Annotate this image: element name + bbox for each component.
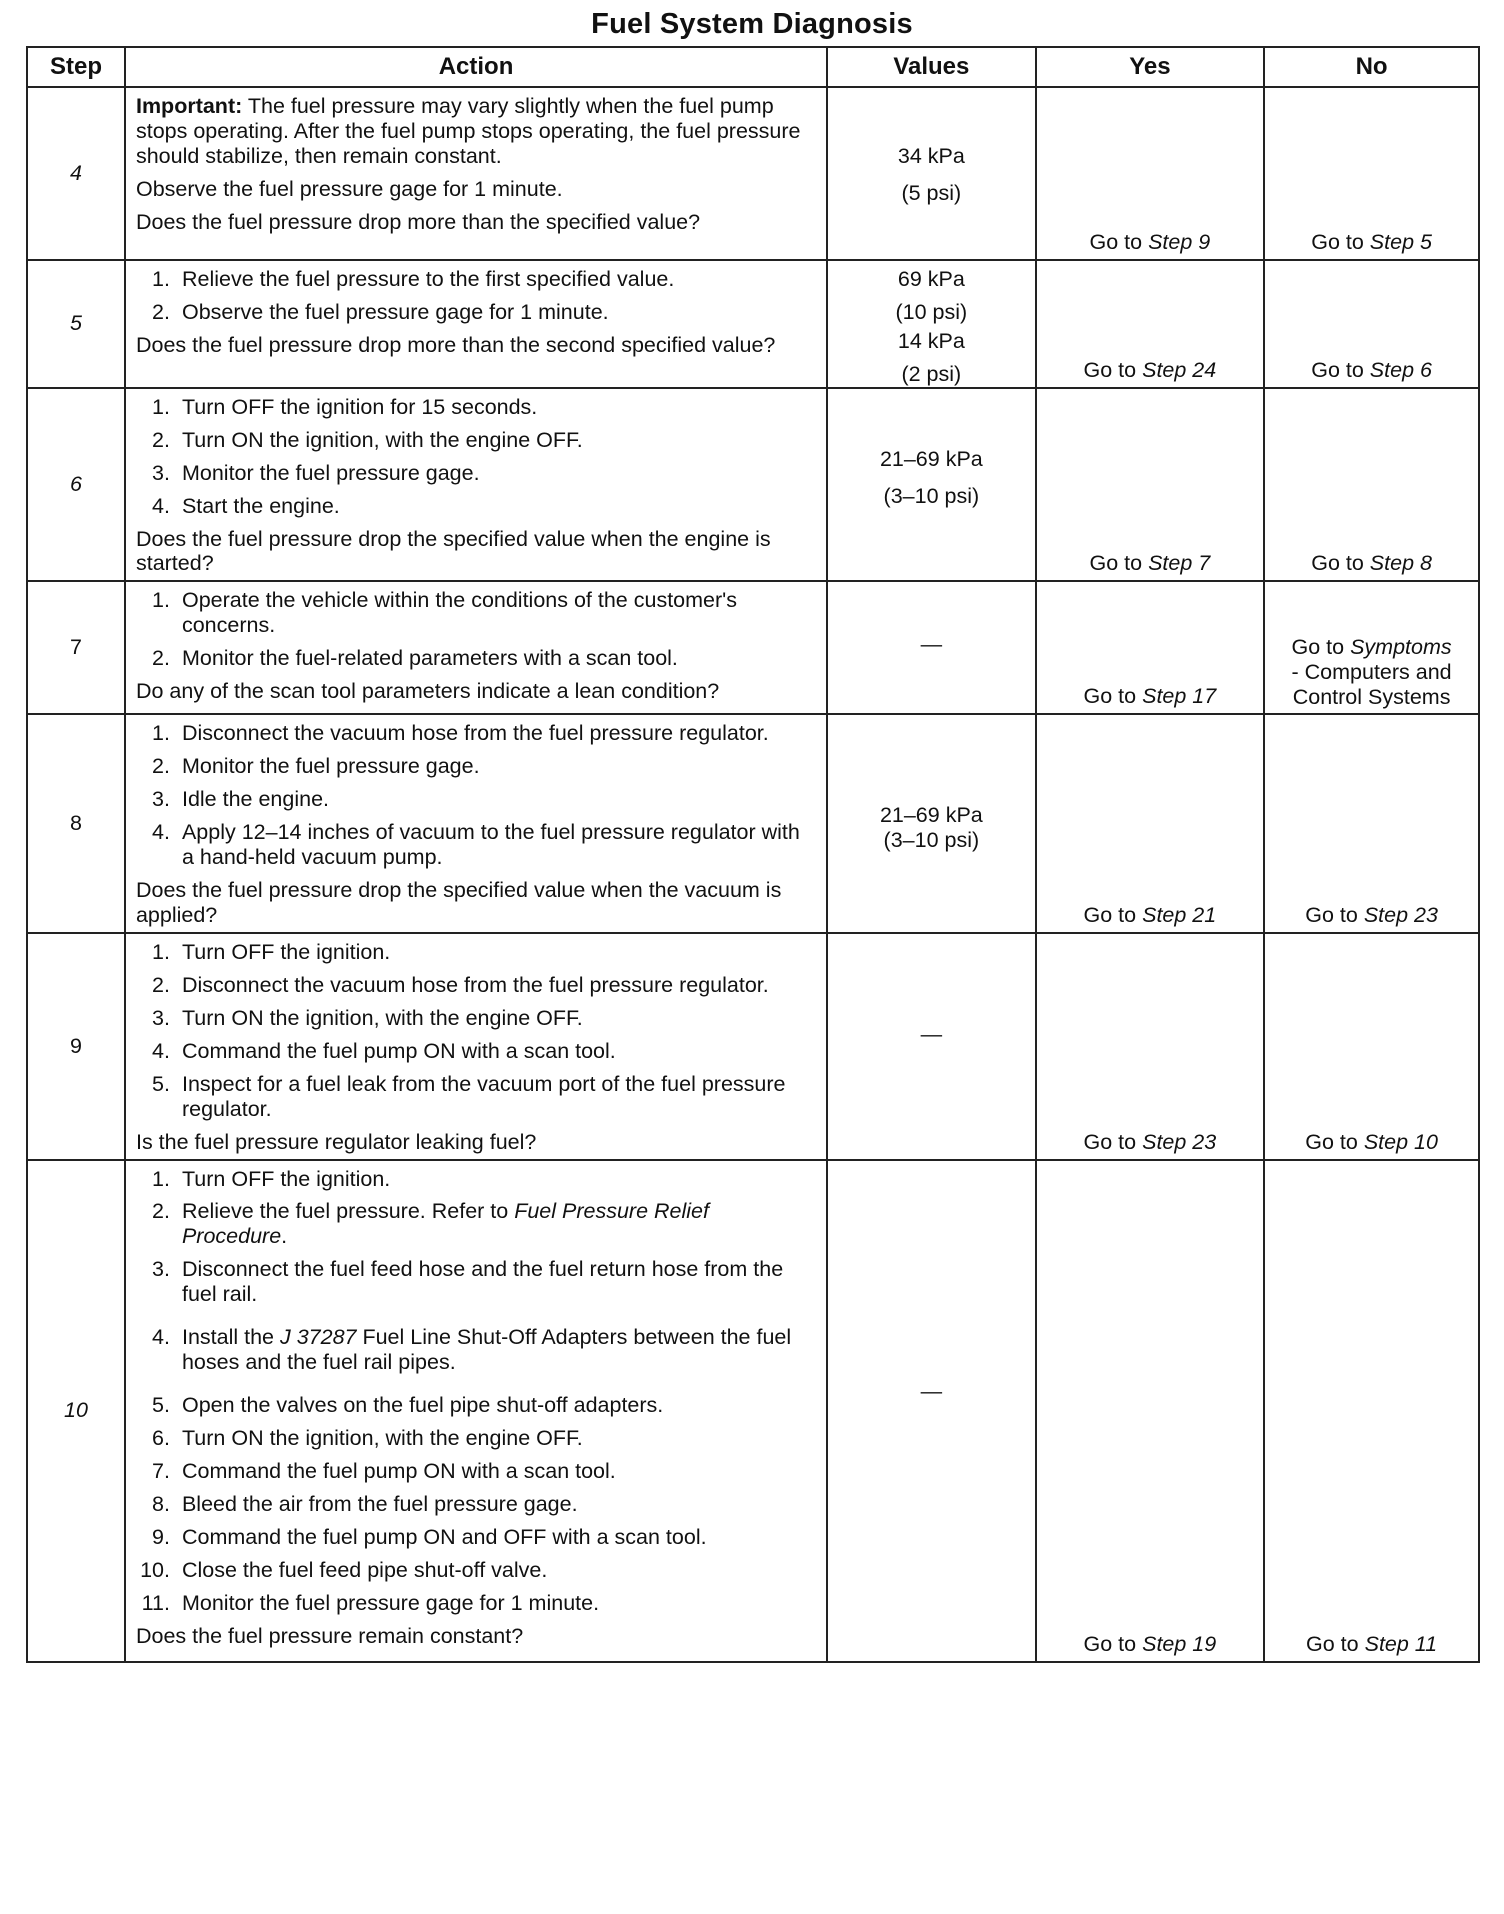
step-number: 10 (27, 1160, 125, 1662)
no-symptoms-link[interactable]: Symptoms (1350, 635, 1452, 660)
values-cell (827, 714, 1036, 933)
step-number: 9 (27, 933, 125, 1160)
header-step: Step (27, 47, 125, 87)
values-cell (827, 388, 1036, 582)
table-row (27, 581, 1479, 714)
list-item: 4. Install the J 37287 Fuel Line Shut-Off Adapters between the fuel hoses and the fuel rail pipes. (152, 1325, 792, 1375)
action-cell (125, 581, 827, 714)
action-cell (125, 933, 827, 1160)
list-item: 1. Operate the vehicle within the conditions of the customer's concerns. (152, 588, 738, 638)
list-item: 5. Inspect for a fuel leak from the vacuum port of the fuel pressure regulator. (152, 1071, 786, 1121)
tool-reference: J 37287 (279, 1325, 357, 1350)
list-item: 4. Apply 12–14 inches of vacuum to the fuel pressure regulator with a hand-held vacuum pump. (152, 820, 800, 870)
no-cell: Go to Step 8 (1264, 388, 1479, 582)
list-item: 1. Turn OFF the ignition. (152, 1166, 391, 1191)
value-text: (3–10 psi) (883, 828, 980, 853)
table-row (27, 1160, 1479, 1662)
list-item: 8. Bleed the air from the fuel pressure gage. (152, 1491, 578, 1516)
table-row (27, 87, 1479, 260)
header-values: Values (827, 47, 1036, 87)
value-text: — (920, 632, 943, 657)
value-text: — (920, 1378, 943, 1403)
step-number: 8 (27, 714, 125, 933)
yes-step-link[interactable]: Step 7 (1148, 551, 1211, 576)
list-item: 6. Turn ON the ignition, with the engine OFF. (152, 1426, 583, 1450)
important-text: The fuel pressure may vary slightly when the fuel pump stops operating. After the fuel pump stops operating, the fuel pressure should stabilize, then remain constant. (135, 94, 801, 168)
value-text: (5 psi) (901, 180, 962, 205)
yes-cell: Go to Step 17 (1036, 581, 1265, 714)
values-cell (827, 933, 1036, 1160)
no-sub-line: Control Systems (1292, 684, 1451, 709)
no-cell: Go to Step 10 (1264, 933, 1479, 1160)
value-text: (10 psi) (895, 299, 968, 324)
important-label: Important: (135, 94, 243, 118)
question-text: Does the fuel pressure remain constant? (135, 1623, 524, 1648)
list-item: 1. Turn OFF the ignition for 15 seconds. (152, 394, 538, 419)
no-step-link[interactable]: Step 5 (1369, 230, 1432, 255)
yes-cell: Go to Step 19 (1036, 1160, 1265, 1662)
header-yes: Yes (1036, 47, 1265, 87)
value-text: 21–69 kPa (879, 803, 983, 828)
yes-step-link[interactable]: Step 23 (1142, 1129, 1217, 1154)
no-cell: Go to Step 11 (1264, 1160, 1479, 1662)
list-item: 3. Monitor the fuel pressure gage. (152, 460, 480, 485)
yes-step-link[interactable]: Step 24 (1142, 357, 1217, 382)
list-item: 4. Start the engine. (152, 493, 340, 518)
yes-cell: Go to Step 21 (1036, 714, 1265, 933)
list-item: 1. Relieve the fuel pressure to the first specified value. (152, 267, 675, 291)
value-text: (2 psi) (901, 361, 962, 386)
list-item: 2. Monitor the fuel pressure gage. (152, 754, 480, 779)
question-text: Does the fuel pressure drop the specified value when the vacuum is applied? (135, 878, 782, 927)
value-text: 21–69 kPa (879, 446, 983, 471)
value-text: 34 kPa (897, 144, 965, 168)
table-row (27, 388, 1479, 582)
action-cell (125, 388, 827, 582)
value-text: 69 kPa (897, 267, 965, 291)
list-item: 2. Turn ON the ignition, with the engine OFF. (152, 427, 583, 452)
procedure-reference-link[interactable]: Fuel Pressure Relief Procedure (181, 1199, 709, 1249)
list-item: 2. Monitor the fuel-related parameters with a scan tool. (152, 646, 678, 671)
question-text: Does the fuel pressure drop the specified value when the engine is started? (135, 526, 771, 576)
yes-cell: Go to Step 9 (1036, 87, 1265, 260)
value-text: (3–10 psi) (883, 483, 980, 508)
yes-cell: Go to Step 24 (1036, 260, 1265, 388)
list-item: 5. Open the valves on the fuel pipe shut-off adapters. (152, 1393, 664, 1418)
action-cell (125, 714, 827, 933)
value-text: — (920, 1021, 943, 1046)
list-item: 11. Monitor the fuel pressure gage for 1 minute. (141, 1590, 600, 1615)
question-text: Does the fuel pressure drop more than the specified value? (135, 209, 701, 234)
action-cell (125, 87, 827, 260)
yes-step-link[interactable]: Step 19 (1142, 1631, 1217, 1656)
header-row (27, 47, 1479, 87)
instruction-text: Observe the fuel pressure gage for 1 minute. (135, 176, 563, 201)
yes-cell: Go to Step 7 (1036, 388, 1265, 582)
list-item: 3. Turn ON the ignition, with the engine OFF. (152, 1005, 583, 1030)
list-item: 3. Idle the engine. (152, 787, 330, 812)
values-cell (827, 260, 1036, 388)
action-cell (125, 1160, 827, 1662)
list-item: 4. Command the fuel pump ON with a scan tool. (152, 1038, 616, 1063)
step-number: 5 (27, 260, 125, 388)
values-cell (827, 581, 1036, 714)
yes-step-link[interactable]: Step 21 (1142, 903, 1217, 927)
step-number: 7 (27, 581, 125, 714)
no-step-link[interactable]: Step 10 (1363, 1129, 1438, 1154)
list-item: 2. Disconnect the vacuum hose from the fuel pressure regulator. (152, 972, 769, 997)
question-text: Does the fuel pressure drop more than the second specified value? (135, 332, 776, 357)
step-number: 4 (27, 87, 125, 260)
no-sub-line: - Computers and (1291, 659, 1452, 684)
no-step-link[interactable]: Step 8 (1369, 551, 1432, 576)
no-cell: Go to Symptoms - Computers and Control Systems (1264, 581, 1479, 714)
yes-step-link[interactable]: Step 17 (1142, 684, 1217, 709)
no-step-link[interactable]: Step 11 (1364, 1631, 1438, 1656)
no-cell: Go to Step 6 (1264, 260, 1479, 388)
value-text: 14 kPa (897, 328, 965, 353)
step-number: 6 (27, 388, 125, 582)
header-action: Action (125, 47, 827, 87)
list-item: 2. Relieve the fuel pressure. Refer to Fuel Pressure Relief Procedure. (152, 1199, 709, 1249)
table-row (27, 933, 1479, 1160)
yes-cell: Go to Step 23 (1036, 933, 1265, 1160)
list-item: 2. Observe the fuel pressure gage for 1 minute. (152, 299, 609, 324)
action-cell (125, 260, 827, 388)
no-step-link[interactable]: Step 23 (1363, 903, 1438, 927)
diagnosis-table (26, 46, 1480, 1663)
yes-step-link[interactable]: Step 9 (1148, 230, 1211, 255)
list-item: 9. Command the fuel pump ON and OFF with a scan tool. (152, 1524, 707, 1549)
list-item: 10. Close the fuel feed pipe shut-off valve. (140, 1557, 548, 1582)
question-text: Is the fuel pressure regulator leaking fuel? (135, 1129, 537, 1154)
no-step-link[interactable]: Step 6 (1369, 357, 1432, 382)
page-title: Fuel System Diagnosis (591, 8, 913, 40)
list-item: 1. Turn OFF the ignition. (152, 939, 391, 964)
header-no: No (1264, 47, 1479, 87)
table-row (27, 260, 1479, 388)
values-cell (827, 87, 1036, 260)
values-cell (827, 1160, 1036, 1662)
question-text: Do any of the scan tool parameters indicate a lean condition? (135, 679, 720, 704)
no-cell: Go to Step 5 (1264, 87, 1479, 260)
list-item: 7. Command the fuel pump ON with a scan tool. (152, 1458, 616, 1483)
no-cell: Go to Step 23 (1264, 714, 1479, 933)
list-item: 1. Disconnect the vacuum hose from the fuel pressure regulator. (152, 721, 769, 746)
list-item: 3. Disconnect the fuel feed hose and the fuel return hose from the fuel rail. (152, 1257, 784, 1307)
table-row (27, 714, 1479, 933)
